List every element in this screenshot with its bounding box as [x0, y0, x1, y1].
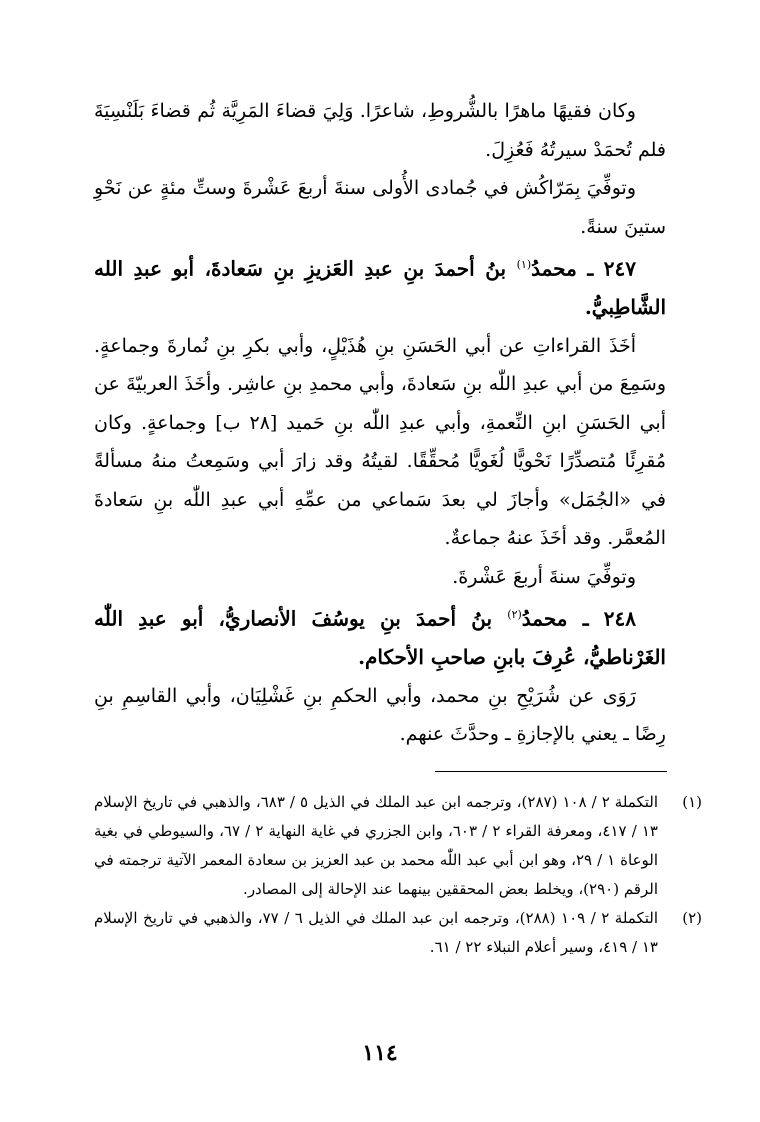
footnote-ref: (١)	[516, 258, 532, 271]
paragraph: وتوفِّيَ بِمَرّاكُش في جُمادى الأُولى سنةَ أربعَ عَشْرةَ وستِّ مئةٍ عن نَحْوِ ستينَ سنةً.	[94, 177, 666, 238]
footnote-number: (٢)	[682, 909, 702, 927]
paragraph: وتوفِّيَ سنةَ أربعَ عَشْرةَ.	[452, 565, 636, 588]
footnote	[94, 788, 702, 904]
paragraph: رَوَى عن شُرَيْحِ بنِ محمد، وأبي الحكمِ بنِ غَشْلِيَان، وأبي القاسِمِ بنِ رِضًا ـ يعني بالإجازةِ ـ وحدَّثَ عنهم.	[94, 684, 666, 746]
main-text	[94, 92, 666, 754]
footnote-text: التكملة ٢ / ١٠٩ (٢٨٨)، وترجمه ابن عبد الملك في الذيل ٦ / ٧٧، والذهبي في تاريخ الإسلام ١٣ / ٤١٩، وسير أعلام النبلاء ٢٢ / ٦١.	[94, 909, 659, 956]
paragraph: أخَذَ القراءاتِ عن أبي الحَسَنِ بنِ هُذَيْلٍ، وأبي بكرِ بنِ نُمارةَ وجماعةٍ. وسَمِعَ من أبي عبدِ اللّٰه بنِ سَعادةَ، وأبي محمدِ بنِ عاشِر. وأخَذَ العربيّةَ عن أبي الحَسَنِ ابنِ النِّعمةِ، وأبي عبدِ اللّٰه بنِ حَميد [٢٨ ب] وجماعةٍ. وكان مُقرِئًا مُتصدِّرًا نَحْويًّا لُغَويًّا مُحقِّقًا. لقيتُهُ وقد زارَ أبي وسَمِعتُ منهُ مسألةً في «الجُمَل» وأجازَ لي بعدَ سَماعي من عمِّهِ أبي عبدِ اللّٰه بنِ سَعادةَ المُعمَّر. وقد أخَذَ عنهُ جماعةٌ.	[94, 334, 666, 550]
footnote-divider	[435, 771, 667, 772]
entry-name-rest: بنُ أحمدَ بنِ عبدِ العَزيزِ بنِ سَعادةَ، أبو عبدِ الله الشَّاطِبيُّ.	[94, 256, 666, 320]
footnote	[94, 904, 702, 962]
footnote-ref: (٢)	[507, 608, 522, 622]
footnotes	[94, 788, 702, 962]
page-number: ١١٤	[362, 1040, 398, 1066]
entry-heading-247	[94, 246, 666, 327]
footnote-number: (١)	[682, 793, 702, 811]
footnote-text: التكملة ٢ / ١٠٨ (٢٨٧)، وترجمه ابن عبد الملك في الذيل ٥ / ٦٨٣، والذهبي في تاريخ الإسلام ١٣ / ٤١٧، ومعرفة القراء ٢ / ٦٠٣، وابن الجزري في غاية النهاية ٢ / ٦٧، والسيوطي في بغية الوعاة ١ / ٢٩، وهو ابن أبي عبد اللّٰه محمد بن عبد العزيز بن سعادة المعمر الآتية ترجمته في الرقم (٢٩٠)، ويخلط بعض المحققين بينهما عند الإحالة إلى المصادر.	[94, 793, 659, 898]
entry-heading-248	[94, 596, 666, 677]
entry-number-name: ٢٤٧ ـ محمدُ	[531, 256, 637, 281]
paragraph: وكان فقيهًا ماهرًا بالشُّروطِ، شاعرًا. وَلِيَ قضاءَ المَرِيَّة ثُم قضاءَ بَلَنْسِيَةَ فلم تُحمَدْ سيرتُهُ فَعُزِلَ.	[94, 100, 666, 161]
entry-name-rest: بنُ أحمدَ بنِ يوسُفَ الأنصاريُّ، أبو عبدِ اللّٰه الغَرْناطيُّ، عُرِفَ بابنِ صاحبِ الأحكام.	[94, 606, 666, 670]
entry-number-name: ٢٤٨ ـ محمدُ	[521, 606, 636, 631]
